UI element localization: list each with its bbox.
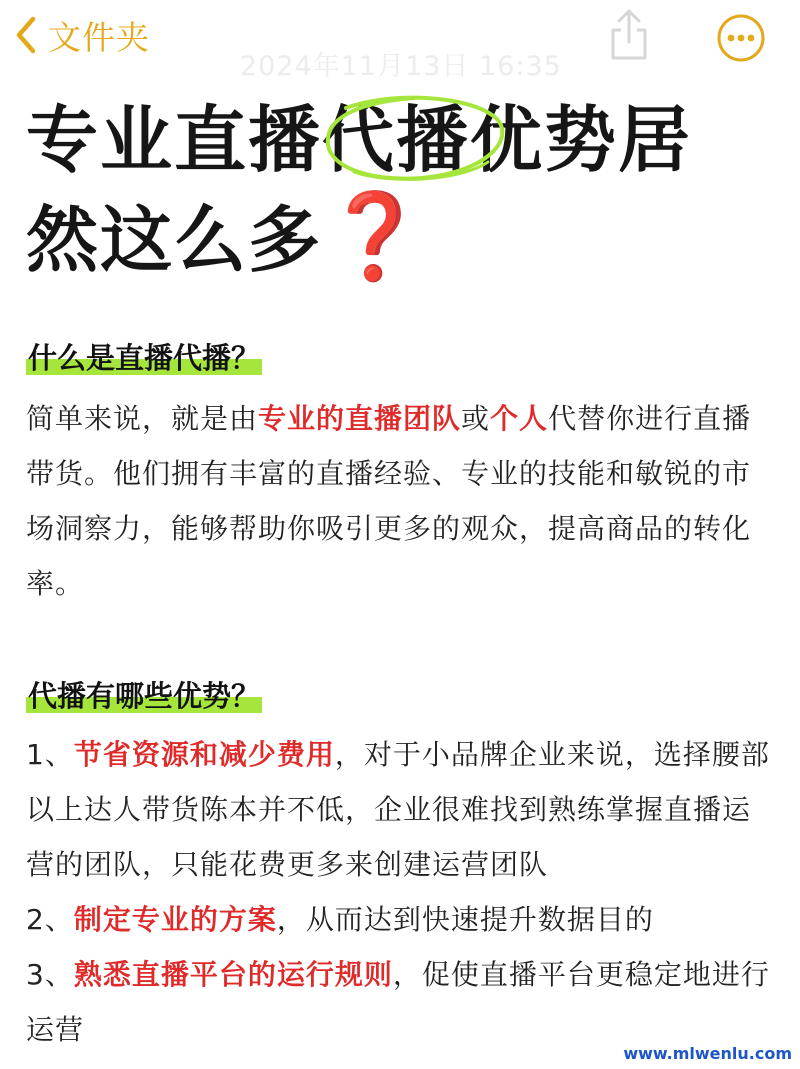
- emphasis-text: 制定专业的方案: [73, 903, 277, 936]
- section-heading-what: 什么是直播代播？: [26, 338, 262, 378]
- more-button[interactable]: [716, 13, 766, 63]
- question-mark-icon: ❓: [322, 187, 429, 285]
- back-button[interactable]: [14, 12, 150, 58]
- nav-bar: [0, 0, 800, 82]
- list-number: 1、: [26, 738, 74, 771]
- list-number: 3、: [26, 958, 74, 991]
- list-item-text: ，对于小品牌企业来说，选择腰部以上达人带货陈本并不低，企业很难找到熟练掌握直播运营的团队，只能花费更多来创建运营团队: [26, 738, 770, 881]
- emphasis-text: 熟悉直播平台的运行规则: [73, 958, 393, 991]
- emphasis-text: 个人: [490, 402, 549, 435]
- list-item-text: ，从而达到快速提升数据目的: [276, 903, 654, 936]
- watermark: www.mlwenlu.com: [623, 1044, 792, 1063]
- list-item: [26, 892, 776, 947]
- title-line-2-text: 然这么多: [26, 198, 323, 282]
- title-line-1: 专业直播代播优势居: [26, 98, 693, 182]
- text-run: 简单来说，就是由: [26, 402, 259, 435]
- emphasis-text: 专业的直播团队: [258, 402, 462, 435]
- section-paragraph-what: [26, 391, 776, 611]
- share-button[interactable]: [605, 6, 653, 62]
- list-number: 2、: [26, 903, 74, 936]
- emphasis-text: 节省资源和减少费用: [73, 738, 335, 771]
- section-heading-advantages: 代播有哪些优势？: [26, 676, 262, 716]
- note-title: [26, 92, 786, 288]
- advantages-list: [26, 727, 776, 1057]
- list-item: [26, 947, 776, 1057]
- text-run: 代替你进行直播带货。他们拥有丰富的直播经验、专业的技能和敏锐的市场洞察力，能够帮助你吸引更多的观众，提高商品的转化率。: [26, 402, 752, 600]
- back-label: 文件夹: [48, 17, 150, 57]
- list-item-text: ，促使直播平台更稳定地进行运营: [26, 958, 770, 1046]
- title-line-2: [26, 188, 786, 288]
- chevron-left-icon: [14, 15, 38, 55]
- text-run: 或: [461, 402, 491, 435]
- more-icon: [716, 48, 766, 67]
- note-timestamp: 2024年11月13日 16:35: [240, 51, 562, 82]
- list-item: [26, 727, 776, 892]
- share-icon: [605, 47, 653, 66]
